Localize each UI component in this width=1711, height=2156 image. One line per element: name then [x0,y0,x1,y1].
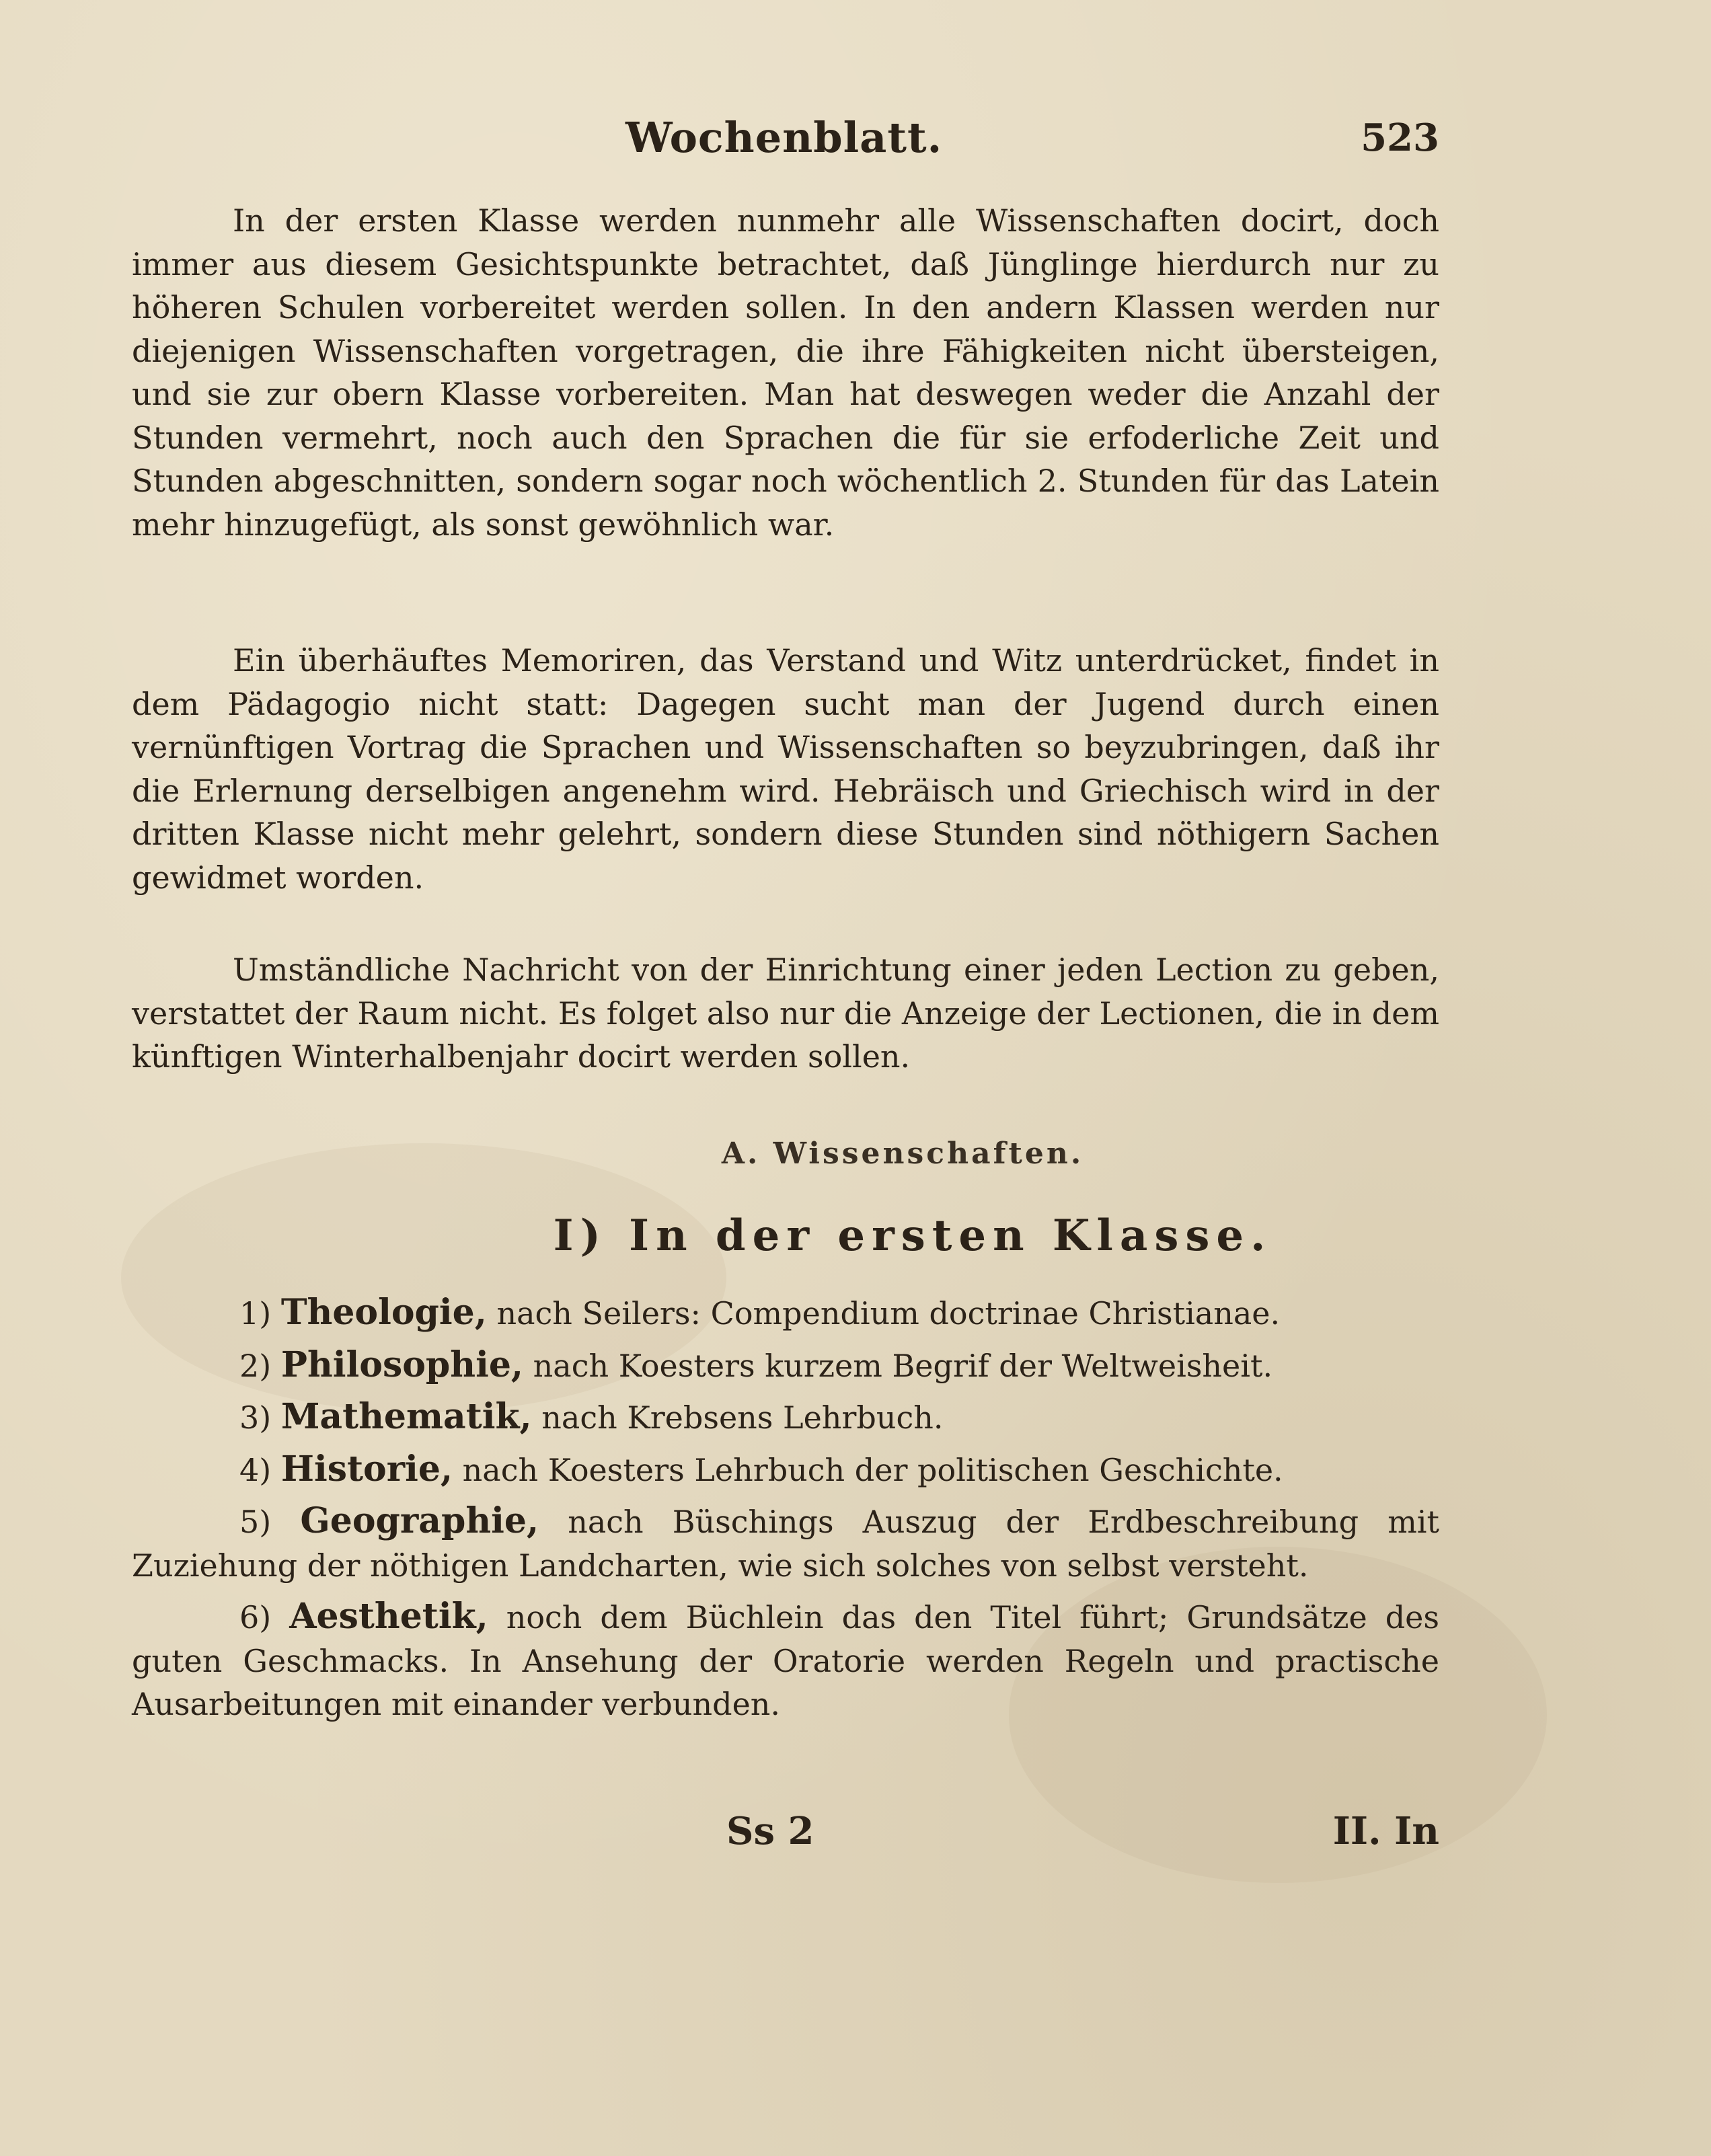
lesson-number: 6) [239,1599,272,1635]
lesson-subject: Geographie, [300,1500,539,1541]
section-heading: A. Wissenschaften. [721,1137,1084,1171]
class-heading: I) In der ersten Klasse. [553,1210,1272,1261]
lesson-list [132,1291,1439,1734]
page-number: 523 [1361,116,1439,160]
lesson-text: nach Koesters Lehrbuch der politischen Geschichte. [462,1451,1283,1488]
lesson-number: 3) [239,1399,272,1436]
lesson-item [132,1448,1439,1492]
paragraph-text: Ein überhäuftes Memoriren, das Verstand und Witz unterdrücket, findet in dem Pädagogio nicht statt: Dagegen sucht man der Jugend durch einen vernünftigen Vortrag die Sprachen und Wissenschaften so beyzubringen, daß ihr die Erlernung derselbigen angenehm wird. Hebräisch und Griechisch wird in der dritten Klasse nicht mehr gelehrt, sondern diese Stunden sind nöthigern Sachen gewidmet worden. [132,642,1439,896]
signature-mark: Ss 2 [726,1809,814,1853]
paragraph-3 [132,948,1439,1079]
lesson-subject: Theologie, [280,1292,487,1333]
lesson-number: 2) [239,1347,272,1384]
lesson-subject: Philosophie, [280,1344,524,1385]
lesson-item [132,1344,1439,1388]
page-footer [135,1809,1439,1863]
lesson-subject: Historie, [280,1448,453,1490]
lesson-item [132,1395,1439,1440]
page-header [135,113,1439,174]
lesson-item [132,1500,1439,1587]
lesson-text: nach Büschings Auszug der Erdbeschreibung mit Zuziehung der nöthigen Landcharten, wie sich solches von selbst versteht. [132,1504,1440,1584]
lesson-number: 4) [239,1451,272,1488]
lesson-text: noch dem Büchlein das den Titel führt; Grundsätze des guten Geschmacks. In Ansehung der Oratorie werden Regeln und practische Ausarbeitungen mit einander verbunden. [132,1599,1439,1722]
paragraph-text: In der ersten Klasse werden nunmehr alle Wissenschaften docirt, doch immer aus diesem Gesichtspunkte betrachtet, daß Jünglinge hierdurch nur zu höheren Schulen vorbereitet werden sollen. In den andern Klassen werden nur diejenigen Wissenschaften vorgetragen, die ihre Fähigkeiten nicht übersteigen, und sie zur obern Klasse vorbereiten. Man hat deswegen weder die Anzahl der Stunden vermehrt, noch auch den Sprachen die für sie erfoderliche Zeit und Stunden abgeschnitten, sondern sogar noch wöchentlich 2. Stunden für das Latein mehr hinzugefügt, als sonst gewöhnlich war. [132,202,1439,543]
lesson-text: nach Koesters kurzem Begrif der Weltweisheit. [533,1347,1273,1384]
lesson-number: 1) [239,1295,272,1332]
lesson-subject: Aesthetik, [289,1596,488,1637]
catchword: II. In [1332,1809,1439,1853]
lesson-item [132,1291,1439,1336]
paragraph-2 [132,639,1439,899]
lesson-item [132,1595,1439,1726]
lesson-text: nach Seilers: Compendium doctrinae Christianae. [496,1295,1281,1332]
lesson-number: 5) [239,1504,272,1540]
paragraph-1 [132,199,1439,546]
paragraph-text: Umständliche Nachricht von der Einrichtung einer jeden Lection zu geben, verstattet der Raum nicht. Es folget also nur die Anzeige der Lectionen, die in dem künftigen Winterhalbenjahr docirt werden sollen. [132,952,1439,1075]
running-title: Wochenblatt. [625,113,943,162]
lesson-subject: Mathematik, [280,1396,532,1437]
lesson-text: nach Krebsens Lehrbuch. [541,1399,944,1436]
